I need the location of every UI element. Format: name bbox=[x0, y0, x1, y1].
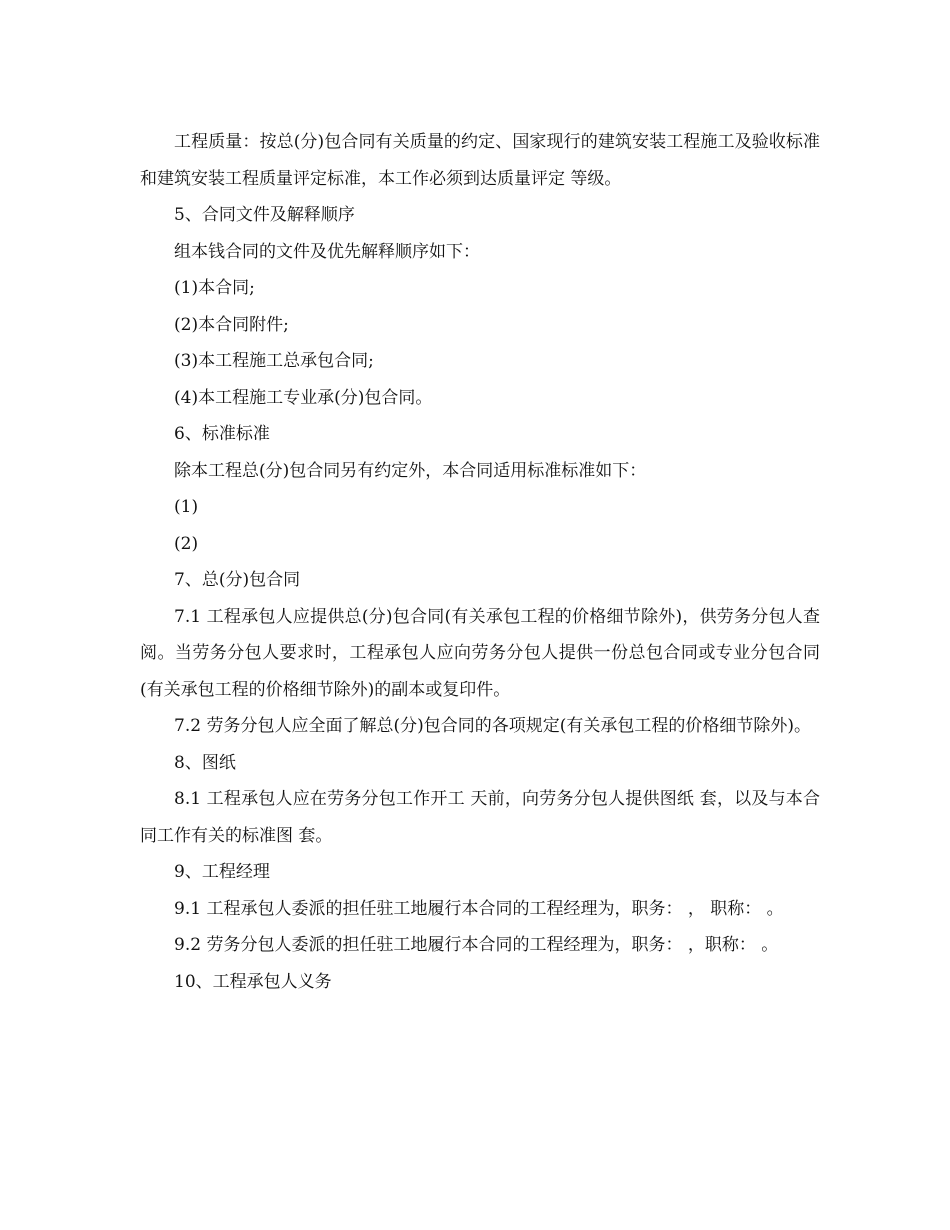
list-item: (3)本工程施工总承包合同; bbox=[174, 351, 374, 371]
paragraph-document-order: 组本钱合同的文件及优先解释顺序如下： bbox=[174, 241, 480, 262]
list-item: (2)本合同附件; bbox=[174, 314, 289, 335]
heading-contractor-obligations: 10、工程承包人义务 bbox=[174, 971, 332, 992]
heading-standards: 6、标准标准 bbox=[174, 424, 270, 444]
heading-contract-documents: 5、合同文件及解释顺序 bbox=[174, 205, 355, 225]
document-page bbox=[140, 124, 820, 1000]
list-item: (1) bbox=[174, 497, 199, 517]
clause-9-2: 9.2 劳务分包人委派的担任驻工地履行本合同的工程经理为，职务： ，职称： 。 bbox=[174, 935, 779, 955]
paragraph-standards: 除本工程总(分)包合同另有约定外，本合同适用标准标准如下： bbox=[174, 460, 647, 481]
heading-general-contract: 7、总(分)包合同 bbox=[174, 570, 301, 590]
clause-7-1: 7.1 工程承包人应提供总(分)包合同(有关承包工程的价格细节除外)，供劳务分包人查阅。当劳务分包人要求时，工程承包人应向劳务分包人提供一份总包合同或专业分包合同(有关承包工程的价格细节除外)的副本或复印件。 bbox=[140, 606, 820, 700]
list-item: (1)本合同; bbox=[174, 278, 255, 298]
heading-drawings: 8、图纸 bbox=[174, 752, 236, 773]
clause-7-2: 7.2 劳务分包人应全面了解总(分)包合同的各项规定(有关承包工程的价格细节除外)。 bbox=[174, 716, 811, 736]
list-item: (4)本工程施工专业承(分)包合同。 bbox=[174, 387, 433, 408]
list-item: (2) bbox=[174, 533, 199, 554]
heading-project-manager: 9、工程经理 bbox=[174, 862, 270, 882]
paragraph-quality: 工程质量：按总(分)包合同有关质量的约定、国家现行的建筑安装工程施工及验收标准和建筑安装工程质量评定标准，本工作必须到达质量评定 等级。 bbox=[140, 132, 820, 189]
clause-8-1: 8.1 工程承包人应在劳务分包工作开工 天前，向劳务分包人提供图纸 套，以及与本合同工作有关的标准图 套。 bbox=[140, 789, 820, 846]
clause-9-1: 9.1 工程承包人委派的担任驻工地履行本合同的工程经理为，职务： ， 职称： 。 bbox=[174, 898, 784, 919]
